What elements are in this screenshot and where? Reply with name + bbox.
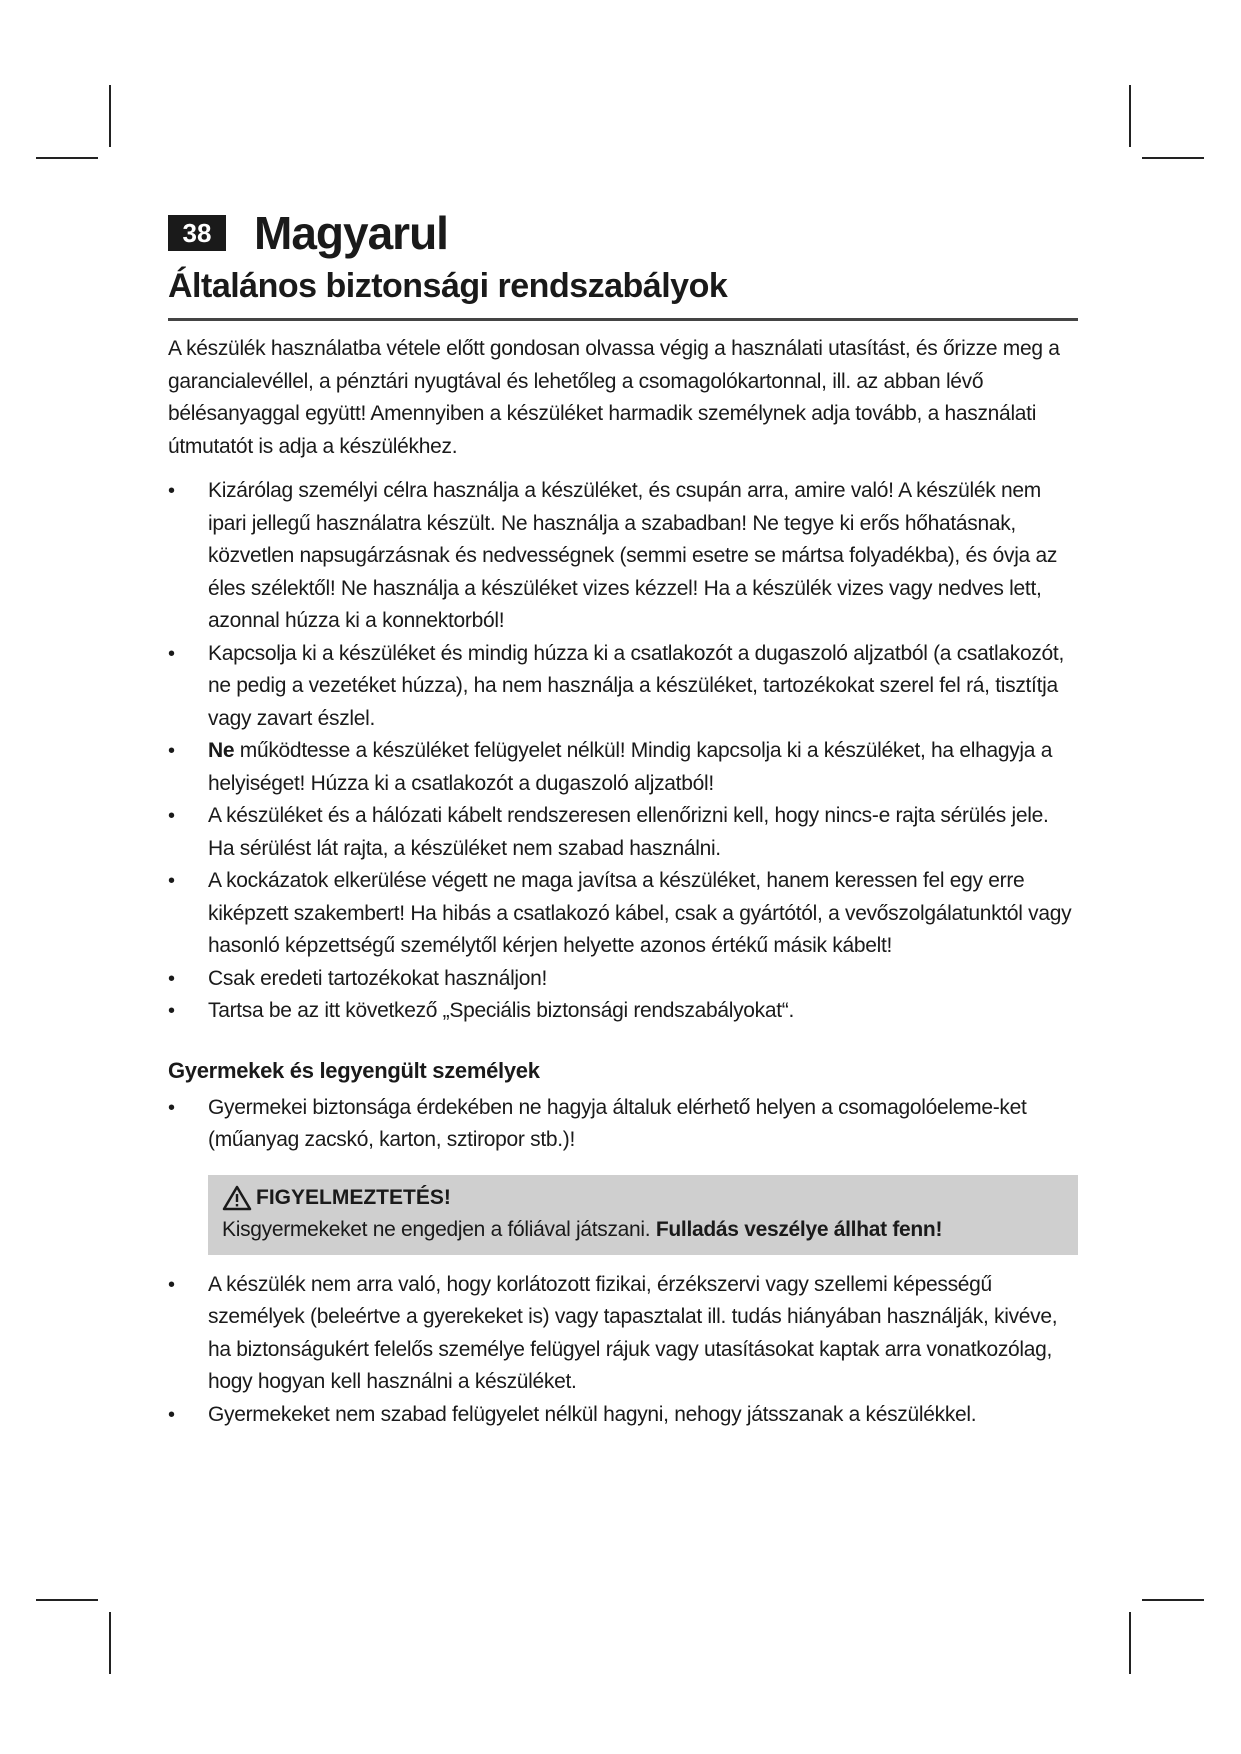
crop-mark [109,1612,111,1674]
children-bullet-list [168,1092,1078,1157]
warning-box [208,1175,1078,1255]
safety-bullet-list [168,475,1078,1028]
section-title: Általános biztonsági rendszabályok [168,267,1078,321]
crop-mark [36,157,98,159]
bullet-icon: • [168,1000,175,1022]
bullet-icon: • [168,1096,175,1119]
crop-mark [1129,1612,1131,1674]
manual-page [168,205,1078,1431]
list-item: • Ne működtesse a készüléket felügyelet nélkül! Mindig kapcsolja ki a készüléket, ha elhagyja a helyiséget! Húzza ki a csatlakozót a dugaszoló aljzatból! [168,735,1078,800]
list-item: • Kapcsolja ki a készüléket és mindig húzza ki a csatlakozót a dugaszoló aljzatból (a csatlakozót, ne pedig a vezetéket húzza), ha nem használja a készüléket, tartozékokat szerel fel rá, tisztítja vagy zavart észlel. [168,638,1078,736]
bullet-icon: • [168,870,175,892]
list-item: • Kizárólag személyi célra használja a készüléket, és csupán arra, amire való! A készülék nem ipari jellegű használatra készült. Ne használja a szabadban! Ne tegye ki erős hőhatásnak, közvetlen napsugárzásnak és nedvességnek (semmi esetre se mártsa folyadékba), és óvja az éles szélektől! Ne használja a készüléket vizes kézzel! Ha a készülék vizes vagy nedves lett, azonnal húzza ki a konnektorból! [168,475,1078,638]
warning-title: FIGYELMEZTETÉS! [222,1181,1064,1215]
bullet-icon: • [168,1403,175,1426]
bullet-icon: • [168,740,175,762]
list-item: • Gyermekei biztonsága érdekében ne hagyja általuk elérhető helyen a csomagolóeleme-ket (műanyag zacskó, karton, sztiropor stb.)! [168,1092,1078,1157]
crop-mark [1142,1599,1204,1601]
bullet-icon: • [168,805,175,827]
crop-mark [36,1599,98,1601]
list-item: • Gyermekeket nem szabad felügyelet nélkül hagyni, nehogy játsszanak a készülékkel. [168,1399,1078,1432]
list-item: • Csak eredeti tartozékokat használjon! [168,963,1078,996]
list-item: • Tartsa be az itt következő „Speciális biztonsági rendszabályokat“. [168,995,1078,1028]
language-title: Magyarul [254,207,448,259]
page-header [168,205,1078,261]
list-item: • A kockázatok elkerülése végett ne maga javítsa a készüléket, hanem keressen fel egy erre kiképzett szakembert! Ha hibás a csatlakozó kábel, csak a gyártótól, a vevőszolgálatunktól vagy hasonló képzettségű személytől kérjen helyette azonos értékű másik kábelt! [168,865,1078,963]
children-section-title: Gyermekek és legyengült személyek [168,1057,540,1083]
page-number-badge: 38 [168,215,226,251]
warning-triangle-icon [222,1185,252,1211]
crop-mark [1142,157,1204,159]
bullet-icon: • [168,1273,175,1296]
list-item: • A készüléket és a hálózati kábelt rendszeresen ellenőrizni kell, hogy nincs-e rajta sérülés jele. Ha sérülést lát rajta, a készüléket nem szabad használni. [168,800,1078,865]
crop-mark [1129,85,1131,147]
bullet-icon: • [168,642,175,665]
list-item: • A készülék nem arra való, hogy korlátozott fizikai, érzékszervi vagy szellemi képességű személyek (beleértve a gyerekeket is) vagy tapasztalat ill. tudás hiányában használják, kivéve, ha biztonságukért felelős személye felügyel rájuk vagy utasításokat kaptak arra vonatkozólag, hogy hogyan kell használni a készüléket. [168,1269,1078,1399]
children-bullet-list-after [168,1269,1078,1432]
crop-mark [109,85,111,147]
intro-paragraph: A készülék használatba vétele előtt gondosan olvassa végig a használati utasítást, és őrizze meg a garancialevéllel, a pénztári nyugtával és lehetőleg a csomagolókartonnal, ill. az abban lévő bélésanyaggal együtt! Amennyiben a készüléket harmadik személynek adja tovább, a használati útmutatót is adja a készülékhez. [168,337,1060,458]
warning-text: Kisgyermekeket ne engedjen a fóliával játszani. Fulladás veszélye állhat fenn! [222,1217,943,1241]
bullet-icon: • [168,480,175,502]
bullet-icon: • [168,967,175,990]
